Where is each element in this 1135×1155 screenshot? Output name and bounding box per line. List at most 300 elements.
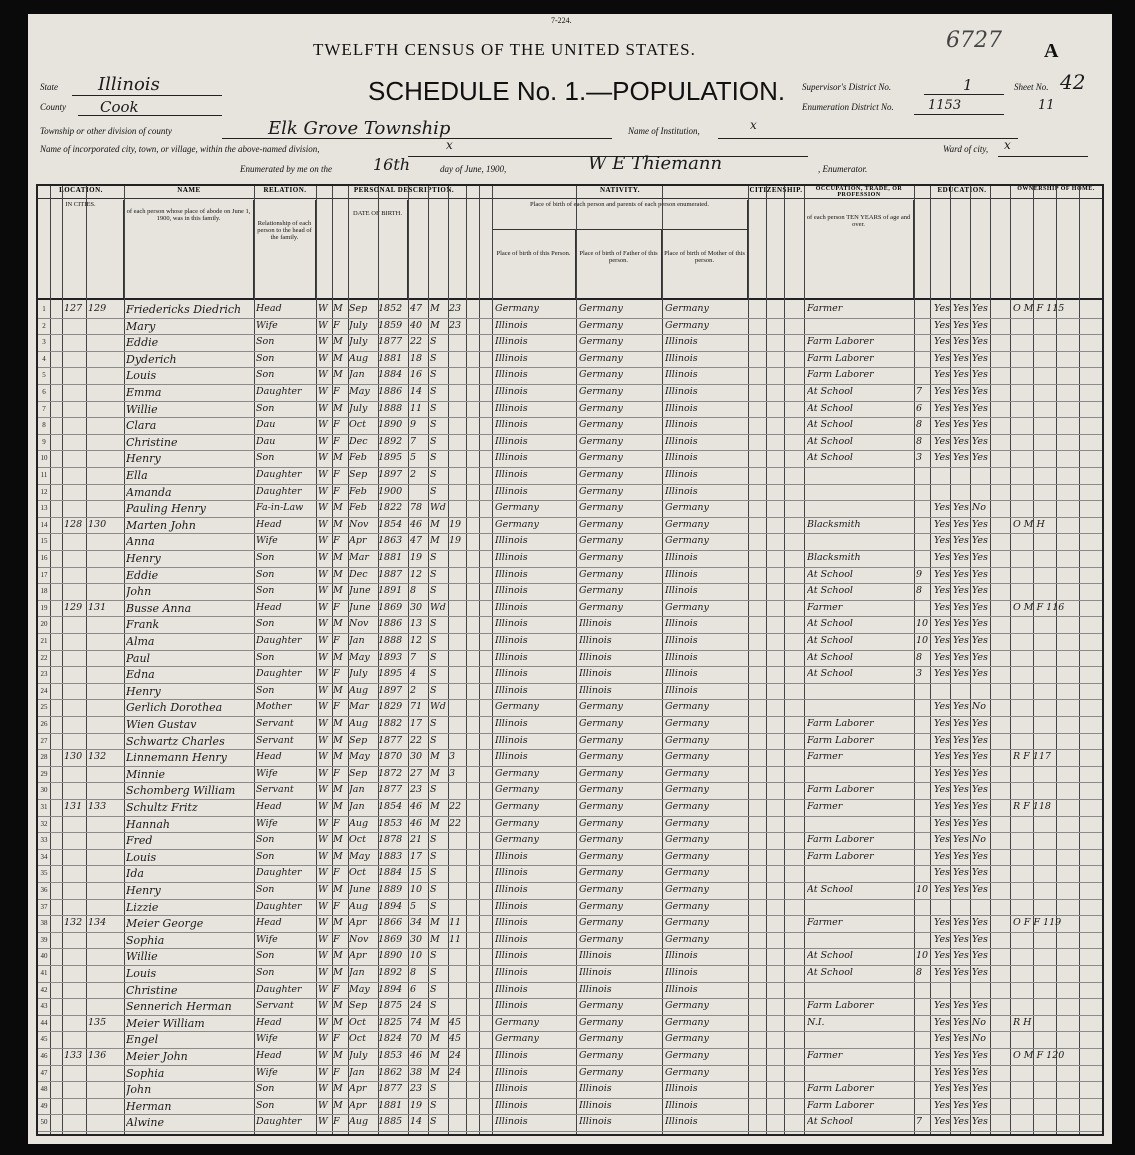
row-rule — [38, 799, 1102, 800]
cell-rel: Son — [256, 884, 275, 895]
cell-name: Lizzie — [126, 900, 159, 914]
cell-age: 74 — [410, 1016, 423, 1028]
cell-age: 23 — [410, 784, 423, 796]
cell-rel: Daughter — [256, 1116, 302, 1128]
cell-yrs: 45 — [449, 1033, 462, 1045]
row-number: 18 — [40, 587, 48, 596]
cell-father: Illinois — [579, 950, 612, 962]
cell-mother: Germany — [665, 751, 709, 763]
cell-ed: Yes Yes Yes — [934, 1050, 988, 1061]
row-number: 47 — [40, 1068, 48, 1077]
cell-col: W — [318, 850, 328, 862]
row-rule — [38, 401, 1102, 402]
cell-ed: Yes Yes Yes — [934, 767, 988, 779]
cell-born: Illinois — [495, 983, 528, 995]
cell-born: Illinois — [495, 884, 528, 895]
cell-mo: Mar — [349, 701, 369, 713]
cell-father: Germany — [579, 867, 623, 879]
cell-age: 71 — [410, 701, 423, 713]
cell-mother: Illinois — [665, 485, 698, 497]
cell-occ: Farm Laborer — [807, 834, 874, 846]
cell-mo: Aug — [349, 1116, 369, 1128]
cell-born: Germany — [495, 784, 539, 796]
row-rule — [38, 633, 1102, 634]
cell-rel: Dau — [256, 435, 276, 447]
cell-ms: S — [430, 734, 437, 746]
head-relation: Relationship of each person to the head of the family. — [254, 200, 316, 298]
cell-father: Germany — [579, 718, 623, 729]
cell-col: W — [318, 1099, 328, 1111]
row-rule — [38, 1048, 1102, 1049]
cell-father: Germany — [579, 319, 623, 331]
cell-name: Schwartz Charles — [126, 734, 225, 748]
cell-yr: 1877 — [378, 336, 403, 348]
cell-born: Illinois — [495, 452, 528, 464]
row-number: 37 — [40, 902, 48, 911]
cell-name: John — [126, 1083, 152, 1097]
row-rule — [38, 517, 1102, 518]
column-rule — [492, 186, 493, 1134]
county-value: Cook — [100, 98, 139, 116]
cell-occ: N.I. — [807, 1016, 825, 1028]
cell-yr: 1890 — [378, 950, 403, 962]
row-rule — [38, 816, 1102, 817]
cell-yr: 1884 — [378, 867, 403, 879]
cell-name: Henry — [126, 684, 161, 698]
cell-rel: Mother — [256, 701, 292, 713]
cell-col: W — [318, 352, 328, 364]
cell-sex: M — [333, 1099, 343, 1111]
cell-rel: Head — [256, 1050, 282, 1061]
cell-yrs: 22 — [449, 817, 462, 829]
cell-sex: F — [333, 435, 340, 447]
cell-ms: S — [430, 850, 437, 862]
row-rule — [38, 550, 1102, 551]
cell-mother: Illinois — [665, 950, 698, 962]
row-number: 35 — [40, 869, 48, 878]
cell-age: 8 — [410, 585, 417, 597]
cell-yr: 1854 — [378, 801, 403, 812]
column-rule — [748, 186, 749, 1134]
head-birth-mother: Place of birth of Mother of this person. — [662, 230, 748, 298]
cell-own: O F F 119 — [1013, 917, 1062, 929]
cell-ed: Yes Yes Yes — [934, 1099, 988, 1111]
cell-occ: Farm Laborer — [807, 1083, 874, 1095]
cell-age: 46 — [410, 518, 423, 530]
cell-sex: M — [333, 518, 343, 530]
cell-name: Schomberg William — [126, 784, 236, 798]
cell-ed: Yes Yes Yes — [934, 950, 988, 962]
cell-yrs: 45 — [449, 1016, 462, 1028]
cell-yrs: 11 — [449, 917, 462, 929]
cell-dw: 128 — [64, 518, 83, 530]
cell-mo: Oct — [349, 867, 366, 879]
head-location: IN CITIES. — [38, 200, 124, 298]
cell-born: Illinois — [495, 850, 528, 862]
cell-age: 30 — [410, 601, 423, 613]
cell-yr: 1895 — [378, 452, 403, 464]
cell-mother: Illinois — [665, 983, 698, 995]
cell-sex: F — [333, 817, 340, 829]
cell-father: Illinois — [579, 668, 612, 680]
cell-yr: 1889 — [378, 884, 403, 895]
cell-sex: M — [333, 784, 343, 796]
cell-mother: Germany — [665, 767, 709, 779]
cell-age: 15 — [410, 867, 423, 879]
cell-occ: At School — [807, 435, 853, 447]
cell-name: Ella — [126, 469, 148, 482]
cell-born: Illinois — [495, 1050, 528, 1061]
cell-sex: M — [333, 369, 343, 381]
cell-born: Illinois — [495, 402, 528, 414]
row-rule — [38, 915, 1102, 916]
cell-col: W — [318, 502, 328, 514]
cell-born: Germany — [495, 817, 539, 829]
cell-yr: 1877 — [378, 734, 403, 746]
cell-age: 5 — [410, 452, 417, 464]
cell-occ: At School — [807, 950, 853, 962]
cell-own: R F 118 — [1013, 801, 1051, 812]
cell-mother: Illinois — [665, 469, 698, 480]
cell-mo: Apr — [349, 1099, 367, 1111]
cell-father: Germany — [579, 1000, 623, 1012]
cell-col: W — [318, 900, 328, 912]
cell-yrs: 24 — [449, 1050, 462, 1061]
row-rule — [38, 1081, 1102, 1082]
cell-born: Germany — [495, 303, 539, 314]
cell-mo: Apr — [349, 950, 367, 962]
row-number: 31 — [40, 803, 48, 811]
cell-mo: Dec — [349, 435, 368, 447]
cell-mo: Aug — [349, 352, 369, 364]
cell-ed: Yes Yes Yes — [934, 967, 988, 978]
cell-occ: At School — [807, 884, 853, 895]
cell-rel: Son — [256, 834, 275, 846]
cell-mo: Aug — [349, 817, 369, 829]
cell-sex: F — [333, 1033, 340, 1045]
cell-col: W — [318, 635, 328, 646]
cell-name: Mary — [126, 319, 156, 333]
cell-name: Linnemann Henry — [126, 751, 227, 765]
cell-ms: M — [430, 751, 440, 763]
cell-yr: 1853 — [378, 1050, 403, 1061]
cell-name: Christine — [126, 983, 178, 997]
cell-mo: Sep — [349, 1000, 368, 1012]
row-rule — [38, 948, 1102, 949]
cell-ms: S — [430, 1083, 437, 1095]
cell-dw: 133 — [64, 1050, 83, 1061]
cell-father: Germany — [579, 933, 623, 945]
cell-col: W — [318, 319, 328, 331]
column-rule — [124, 186, 125, 1134]
cell-ed: Yes Yes No — [934, 502, 986, 514]
cell-ms: M — [430, 518, 440, 530]
cell-name: Ida — [126, 867, 144, 881]
cell-name: Meier George — [126, 917, 204, 931]
cell-mother: Germany — [665, 917, 709, 929]
cell-ed: Yes Yes Yes — [934, 618, 988, 630]
cell-occ: At School — [807, 635, 853, 646]
cell-mo: Feb — [349, 502, 367, 514]
cell-father: Germany — [579, 535, 623, 547]
cell-col: W — [318, 469, 328, 480]
cell-rel: Daughter — [256, 983, 302, 995]
cell-mo: Oct — [349, 834, 366, 846]
cell-sch: 10 — [916, 950, 929, 962]
cell-rel: Head — [256, 303, 282, 314]
cell-rel: Wife — [256, 1033, 278, 1045]
cell-name: Pauling Henry — [126, 502, 206, 516]
cell-sex: F — [333, 767, 340, 779]
cell-sex: M — [333, 751, 343, 763]
cell-father: Illinois — [579, 1116, 612, 1128]
cell-age: 12 — [410, 635, 423, 646]
column-rule — [466, 186, 467, 1134]
cell-ms: S — [430, 651, 437, 663]
cell-yrs: 3 — [449, 751, 456, 763]
head-birth: DATE OF BIRTH. — [348, 200, 408, 298]
cell-yr: 1887 — [378, 568, 403, 580]
cell-ms: S — [430, 950, 437, 962]
cell-age: 10 — [410, 950, 423, 962]
cell-sex: F — [333, 983, 340, 995]
cell-rel: Son — [256, 684, 275, 696]
cell-age: 22 — [410, 336, 423, 348]
cell-occ: At School — [807, 386, 853, 397]
row-number: 44 — [40, 1018, 48, 1027]
cell-yr: 1888 — [378, 635, 403, 646]
cell-own: R H — [1013, 1016, 1032, 1028]
cell-mother: Germany — [665, 701, 709, 713]
group-name: NAME — [124, 186, 254, 199]
cell-fam: 132 — [88, 751, 107, 763]
cell-father: Germany — [579, 1016, 623, 1028]
cell-occ: Farmer — [807, 801, 843, 812]
cell-father: Illinois — [579, 1099, 612, 1111]
cell-sex: F — [333, 668, 340, 680]
cell-rel: Servant — [256, 734, 294, 746]
cell-ms: M — [430, 535, 440, 547]
cell-age: 40 — [410, 319, 423, 331]
cell-yr: 1883 — [378, 850, 403, 862]
cell-rel: Wife — [256, 767, 278, 779]
cell-ed: Yes Yes Yes — [934, 601, 988, 613]
cell-mo: Sep — [349, 734, 368, 746]
cell-yr: 1822 — [378, 502, 403, 514]
cell-mo: Sep — [349, 469, 368, 480]
cell-rel: Daughter — [256, 469, 302, 480]
head-name: of each person whose place of abode on June 1, 1900, was in this family. — [124, 200, 254, 298]
cell-ed: Yes Yes Yes — [934, 402, 988, 414]
cell-father: Germany — [579, 701, 623, 713]
row-number: 28 — [40, 753, 48, 762]
cell-occ: At School — [807, 618, 853, 630]
head-birth-father: Place of birth of Father of this person. — [576, 230, 662, 298]
cell-born: Illinois — [495, 369, 528, 381]
cell-age: 78 — [410, 502, 423, 514]
cell-mo: July — [349, 668, 368, 680]
cell-col: W — [318, 950, 328, 962]
cell-yr: 1869 — [378, 601, 403, 613]
cell-age: 14 — [410, 386, 423, 397]
institution-value: x — [750, 118, 757, 132]
cell-rel: Son — [256, 369, 275, 381]
cell-rel: Son — [256, 950, 275, 962]
cell-father: Germany — [579, 502, 623, 514]
cell-name: Dyderich — [126, 352, 177, 366]
sheet-sub: 11 — [1038, 98, 1055, 113]
cell-mother: Germany — [665, 518, 709, 530]
cell-mo: Jan — [349, 635, 365, 646]
cell-ed: Yes Yes Yes — [934, 452, 988, 464]
row-rule — [38, 766, 1102, 767]
cell-sch: 8 — [916, 435, 923, 447]
row-number: 27 — [40, 736, 48, 745]
cell-mo: Aug — [349, 684, 369, 696]
cell-name: Emma — [126, 386, 162, 399]
cell-rel: Servant — [256, 784, 294, 796]
row-number: 16 — [40, 554, 48, 562]
cell-sex: M — [333, 967, 343, 978]
row-number: 14 — [40, 520, 48, 529]
row-number: 24 — [40, 686, 48, 695]
cell-yr: 1881 — [378, 552, 403, 563]
cell-father: Germany — [579, 601, 623, 613]
row-rule — [38, 417, 1102, 418]
cell-ed: Yes Yes Yes — [934, 850, 988, 862]
cell-rel: Son — [256, 1083, 275, 1095]
cell-age: 10 — [410, 884, 423, 895]
cell-mother: Germany — [665, 319, 709, 331]
cell-fam: 131 — [88, 601, 107, 613]
cell-ed: Yes Yes Yes — [934, 1116, 988, 1128]
row-number: 20 — [40, 620, 48, 629]
cell-name: Marten John — [126, 518, 196, 532]
column-rule — [1056, 186, 1057, 1134]
cell-occ: At School — [807, 452, 853, 464]
cell-ms: M — [430, 303, 440, 314]
cell-ed: Yes Yes Yes — [934, 568, 988, 580]
cell-mother: Germany — [665, 884, 709, 895]
row-number: 9 — [42, 437, 46, 446]
cell-yr: 1877 — [378, 1083, 403, 1095]
cell-sch: 10 — [916, 635, 929, 646]
row-rule — [38, 998, 1102, 999]
cell-age: 9 — [410, 419, 417, 431]
row-rule — [38, 500, 1102, 501]
cell-yrs: 24 — [449, 1066, 462, 1078]
cell-mother: Illinois — [665, 402, 698, 414]
cell-born: Germany — [495, 834, 539, 846]
cell-col: W — [318, 651, 328, 663]
cell-mother: Illinois — [665, 369, 698, 381]
cell-sex: M — [333, 1016, 343, 1028]
cell-ed: Yes Yes Yes — [934, 369, 988, 381]
cell-ms: Wd — [430, 601, 446, 613]
county-label: County — [40, 102, 66, 112]
ed-label: Enumeration District No. — [802, 102, 894, 112]
row-number: 29 — [40, 769, 48, 778]
cell-col: W — [318, 817, 328, 829]
row-number: 33 — [40, 836, 48, 845]
cell-yr: 1893 — [378, 651, 403, 663]
cell-sex: M — [333, 884, 343, 895]
supervisor-label: Supervisor's District No. — [802, 82, 892, 92]
cell-sex: F — [333, 867, 340, 879]
cell-col: W — [318, 435, 328, 447]
cell-own: O M F 120 — [1013, 1050, 1065, 1061]
cell-ms: M — [430, 1033, 440, 1045]
row-rule — [38, 367, 1102, 368]
cell-rel: Wife — [256, 817, 278, 829]
cell-mother: Illinois — [665, 419, 698, 431]
cell-rel: Son — [256, 651, 275, 663]
cell-yr: 1875 — [378, 1000, 403, 1012]
cell-mother: Germany — [665, 1050, 709, 1061]
cell-mo: Apr — [349, 535, 367, 547]
cell-sex: M — [333, 336, 343, 348]
cell-mother: Germany — [665, 601, 709, 613]
cell-yr: 1890 — [378, 419, 403, 431]
cell-col: W — [318, 485, 328, 497]
cell-sex: F — [333, 535, 340, 547]
cell-occ: At School — [807, 1116, 853, 1128]
cell-ms: S — [430, 718, 437, 729]
state-value: Illinois — [98, 74, 160, 95]
cell-name: Frank — [126, 618, 160, 632]
cell-sch: 8 — [916, 651, 923, 663]
cell-name: Alwine — [126, 1116, 164, 1130]
cell-mo: July — [349, 319, 368, 331]
cell-ms: M — [430, 917, 440, 929]
group-location: LOCATION. — [38, 186, 124, 199]
cell-ms: M — [430, 1050, 440, 1061]
cell-born: Illinois — [495, 734, 528, 746]
cell-mo: Jan — [349, 967, 365, 978]
cell-ms: S — [430, 452, 437, 464]
cell-fam: 135 — [88, 1016, 107, 1028]
cell-occ: Farm Laborer — [807, 718, 874, 729]
cell-sex: M — [333, 718, 343, 729]
cell-born: Illinois — [495, 950, 528, 962]
cell-age: 17 — [410, 718, 423, 729]
row-number: 5 — [42, 371, 46, 380]
cell-yrs: 19 — [449, 518, 462, 530]
row-number: 10 — [40, 454, 48, 463]
cell-yr: 1866 — [378, 917, 403, 929]
cell-rel: Fa-in-Law — [256, 502, 304, 514]
group-relation: RELATION. — [254, 186, 316, 199]
row-number: 2 — [42, 321, 46, 330]
cell-col: W — [318, 967, 328, 978]
row-rule — [38, 849, 1102, 850]
cell-age: 2 — [410, 684, 417, 696]
cell-name: Paul — [126, 651, 151, 665]
group-ownership: OWNERSHIP OF HOME. — [1010, 186, 1102, 199]
cell-age: 5 — [410, 900, 417, 912]
cell-father: Germany — [579, 917, 623, 929]
column-rule — [914, 186, 915, 1134]
row-rule — [38, 965, 1102, 966]
cell-col: W — [318, 784, 328, 796]
cell-ms: Wd — [430, 701, 446, 713]
cell-yr: 1881 — [378, 1099, 403, 1111]
cell-occ: Blacksmith — [807, 552, 861, 563]
cell-col: W — [318, 767, 328, 779]
cell-born: Illinois — [495, 1000, 528, 1012]
cell-sex: F — [333, 701, 340, 713]
cell-ed: Yes Yes Yes — [934, 867, 988, 879]
